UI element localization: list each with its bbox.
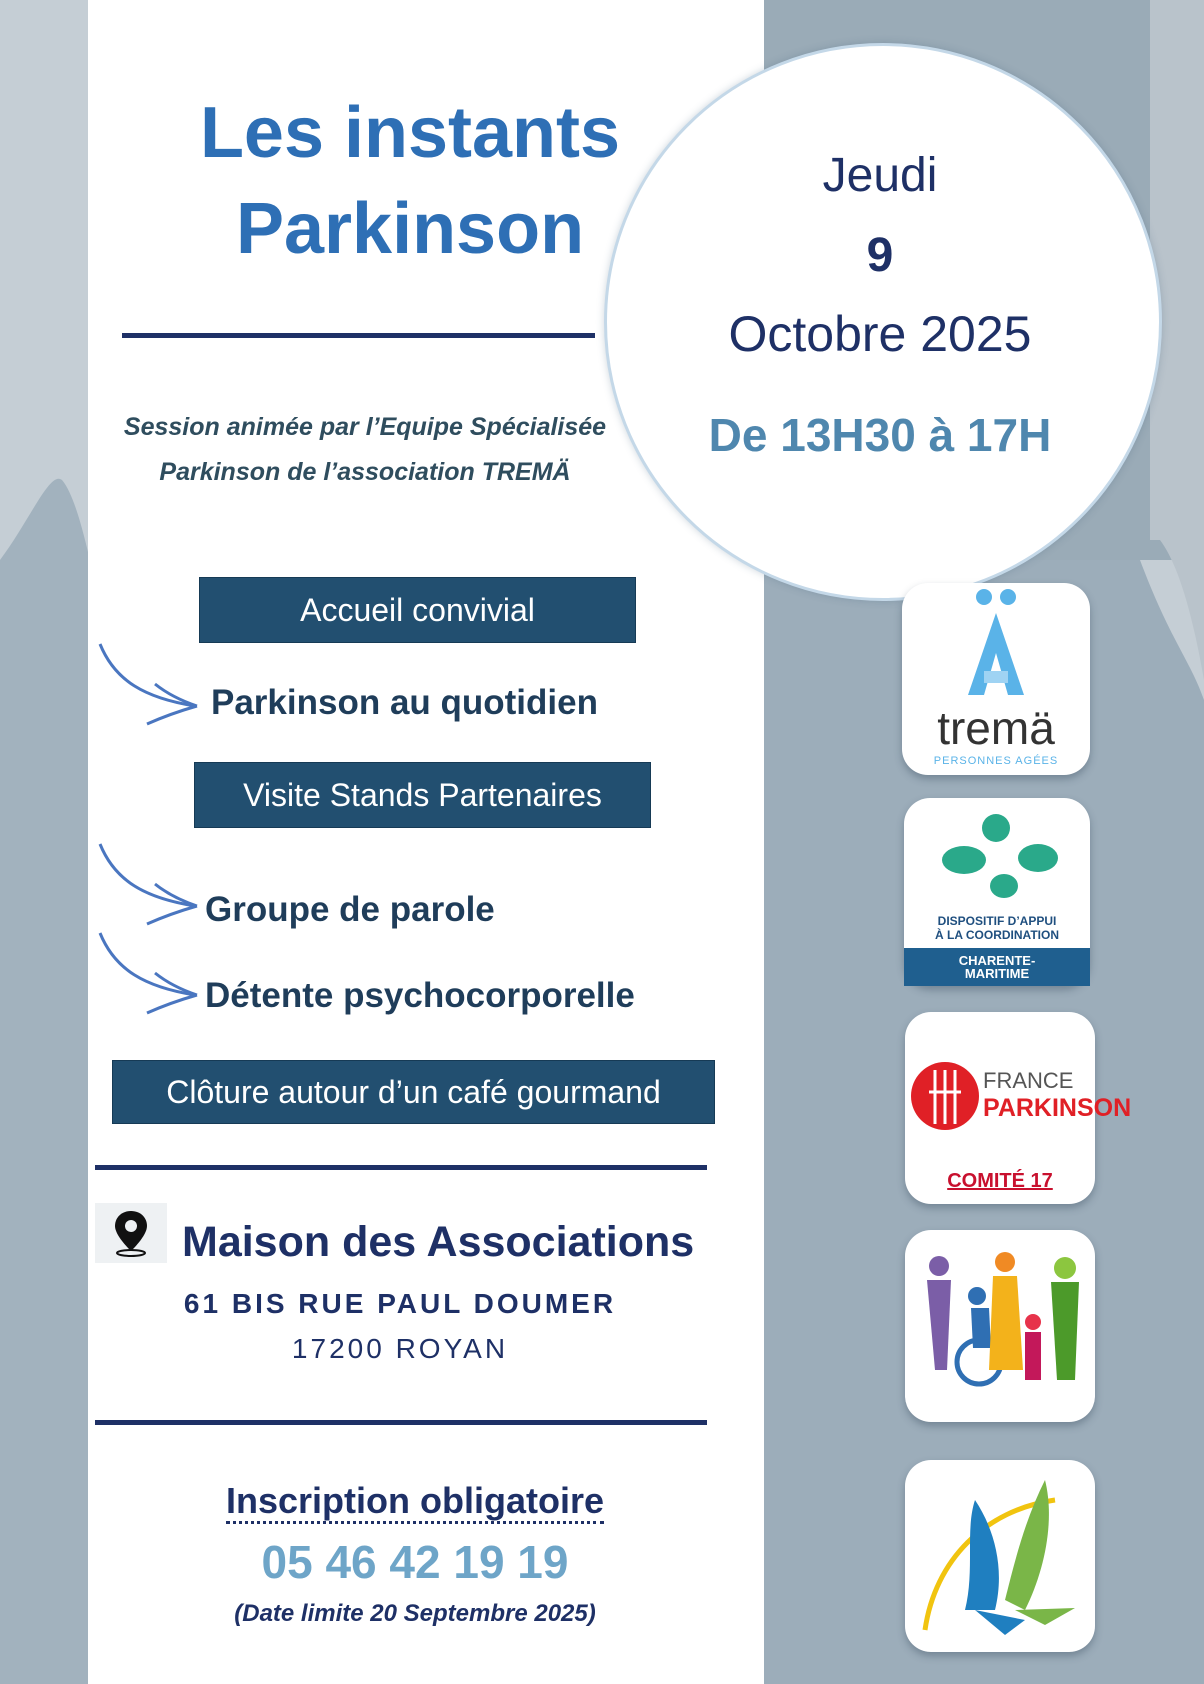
swoosh-arrow-icon (95, 836, 205, 926)
location-divider-bottom (95, 1420, 707, 1425)
subtitle-line-1: Session animée par l’Equipe Spécialisée (123, 413, 607, 441)
france-parkinson-logo (905, 1012, 1132, 1204)
registration-deadline: (Date limite 20 Septembre 2025) (234, 1600, 596, 1627)
venue-street: 61 BIS RUE PAUL DOUMER (183, 1288, 617, 1319)
program-item-relaxation: Détente psychocorporelle (205, 976, 635, 1015)
dac-band-1: CHARENTE- (958, 953, 1036, 968)
dac-line-1: DISPOSITIF D’APPUI (937, 914, 1057, 928)
program-box-stands: Visite Stands Partenaires (194, 762, 651, 828)
registration-label (130, 1480, 700, 1522)
trema-subtitle: PERSONNES AGÉES (933, 755, 1059, 767)
venue-city: 17200 ROYAN (291, 1333, 509, 1364)
title-divider (122, 333, 595, 338)
dac-line-2: À LA COORDINATION (935, 928, 1059, 942)
subtitle-line-2: Parkinson de l’association TREMÄ (159, 458, 571, 486)
poster-title (150, 85, 670, 277)
dac-logo (904, 798, 1090, 986)
trema-logo (902, 583, 1090, 775)
location-pin-box (95, 1203, 167, 1263)
date-time: De 13H30 à 17H (708, 409, 1052, 461)
venue-name: Maison des Associations (182, 1218, 695, 1266)
subtitle (95, 405, 635, 495)
date-month-year: Octobre 2025 (728, 306, 1032, 362)
birds-icon (905, 1460, 1095, 1652)
france-parkinson-line-2: PARKINSON (983, 1094, 1132, 1122)
program-box-closing: Clôture autour d’un café gourmand (112, 1060, 715, 1124)
family-figures-logo (905, 1230, 1095, 1422)
dac-band-2: MARITIME (964, 966, 1030, 981)
swoosh-arrow-icon (95, 925, 205, 1015)
program-item-discussion-group: Groupe de parole (205, 890, 495, 929)
program-box-welcome: Accueil convivial (199, 577, 636, 643)
swoosh-arrow-icon (95, 636, 205, 726)
france-parkinson-comite: COMITÉ 17 (947, 1170, 1053, 1192)
title-line-1: Les instants (199, 93, 621, 173)
program-item-daily-life: Parkinson au quotidien (211, 683, 598, 722)
registration-phone[interactable]: 05 46 42 19 19 (261, 1536, 569, 1588)
birds-logo (905, 1460, 1095, 1652)
trema-name: tremä (937, 702, 1055, 754)
registration-label-text: Inscription obligatoire (226, 1480, 604, 1524)
family-figures-icon (905, 1230, 1095, 1422)
date-number: 9 (866, 229, 894, 282)
france-parkinson-line-1: FRANCE (983, 1068, 1074, 1093)
title-line-2: Parkinson (235, 189, 585, 269)
location-divider-top (95, 1165, 707, 1170)
location-pin-icon (95, 1203, 167, 1263)
date-day: Jeudi (822, 149, 938, 202)
